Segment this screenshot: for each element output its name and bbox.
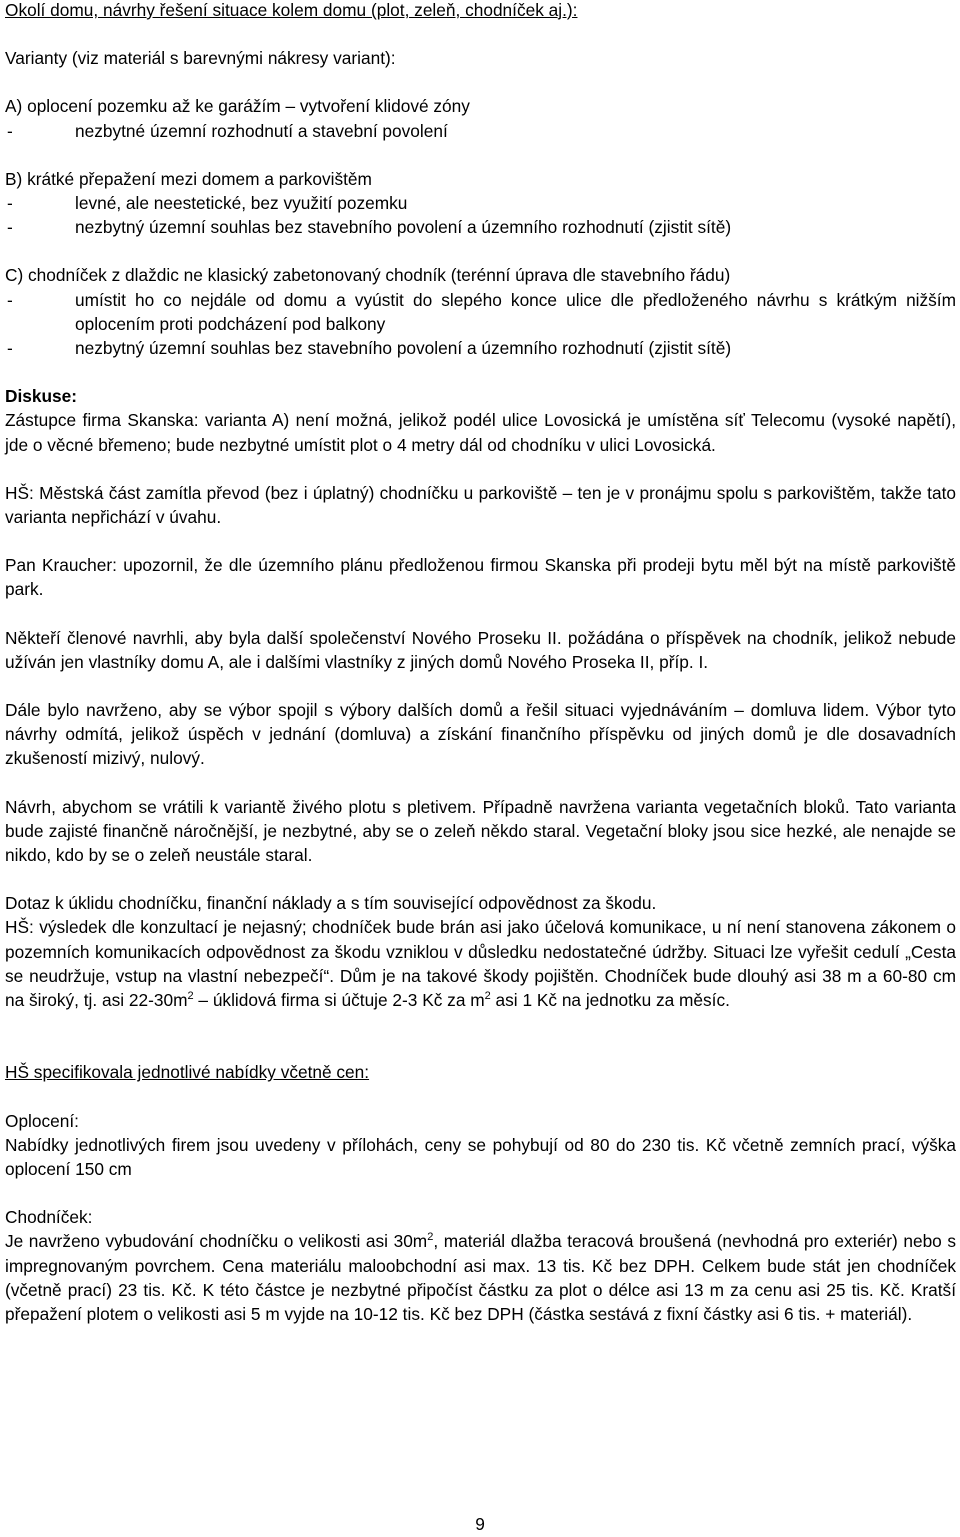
list-item-text: nezbytné územní rozhodnutí a stavební povolení	[75, 120, 448, 141]
paragraph-text: – úklidová firma si účtuje 2-3 Kč za m	[193, 990, 485, 1011]
variant-c-title: C) chodníček z dlaždic ne klasický zabetonovaný chodník (terénní úprava dle stavebního řádu)	[5, 265, 731, 286]
variant-b-title: B) krátké přepažení mezi domem a parkovištěm	[5, 168, 372, 189]
list-item	[5, 215, 956, 239]
fence-text: Nabídky jednotlivých firem jsou uvedeny v přílohách, ceny se pohybují od 80 do 230 tis. Kč včetně zemních prací, výška oplocení 150 cm	[5, 1134, 956, 1179]
list-item	[5, 288, 956, 336]
path-text	[5, 1229, 956, 1326]
bullet-dash: -	[7, 338, 13, 359]
paragraph-text: HŠ: výsledek dle konzultací je nejasný; chodníček bude brán asi jako účelová komunikace, u ní není stanovena zákonem o pozemních komunikacích odpovědnost za škodu vzniklou v důsledku nedostatečné údržby. Situaci lze vyřešit cedulí „Cesta se neudržuje, vstup na vlastní nebezpečí“. Dům je na takové škody pojištěn. Chodníček bude dlouhý asi 38 m a 60-80 cm na široký, tj. asi 22-30m	[5, 917, 956, 1011]
paragraph-text: Je navrženo vybudování chodníčku o velikosti asi 30m	[5, 1231, 428, 1252]
paragraph-text: , materiál dlažba teracová broušená (nevhodná pro exteriér) nebo s impregnovaným povrchem. Cena materiálu maloobchodní asi max. 13 tis. Kč bez DPH. Celkem bude stát jen chodníček (včetně prací) 23 tis. Kč. K této částce je nezbytné připočíst částku za plot o délce asi 13 m za cenu asi 25 tis. Kč. Kratší přepažení plotem o velikosti asi 5 m vyjde na 10-12 tis. Kč bez DPH (částka sestává z fixní částky asi 6 tis. + materiál).	[5, 1231, 956, 1324]
fence-label: Oplocení:	[5, 1110, 79, 1131]
bullet-dash: -	[7, 193, 13, 214]
discussion-paragraph: HŠ: Městská část zamítla převod (bez i úplatný) chodníčku u parkoviště – ten je v pronájmu spolu s parkovištěm, takže tato varianta nepřichází v úvahu.	[5, 482, 956, 528]
list-item-text: nezbytný územní souhlas bez stavebního povolení a územního rozhodnutí (zjistit sítě)	[75, 217, 732, 238]
discussion-heading: Diskuse:	[5, 386, 78, 407]
list-item-text: umístit ho co nejdále od domu a vyústit do slepého konce ulice dle předloženého návrhu s krátkým nižším oplocením proti podcházení pod balkony	[75, 289, 956, 334]
discussion-paragraph: Zástupce firma Skanska: varianta A) není možná, jelikož podél ulice Lovosická je umístěna síť Telecomu (vysoké napětí), jde o věcné břemeno; bude nezbytné umístit plot o 4 metry dál od chodníku v ulici Lovosická.	[5, 410, 956, 455]
list-item-text: levné, ale neestetické, bez využití pozemku	[75, 193, 408, 214]
list-item	[5, 336, 956, 360]
discussion-paragraph: Dále bylo navrženo, aby se výbor spojil s výbory dalších domů a řešil situaci vyjednáváním – domluva lidem. Výbor tyto návrhy odmítá, jelikož úspěch v jednání (domluva) a získání finančního příspěvku od jiných domů je dle dosavadních zkušeností mizivý, nulový.	[5, 700, 956, 769]
discussion-paragraph: Někteří členové navrhli, aby byla další společenství Nového Proseku II. požádána o příspěvek na chodník, jelikož nebude užíván jen vlastníky domu A, ale i dalšími vlastníky z jiných domů Nového Proseka II, příp. I.	[5, 627, 956, 672]
section-title: Okolí domu, návrhy řešení situace kolem domu (plot, zeleň, chodníček aj.):	[5, 0, 578, 20]
variant-a-title: A) oplocení pozemku až ke garážím – vytvoření klidové zóny	[5, 96, 470, 117]
list-item	[5, 119, 956, 143]
document-page	[5, 0, 956, 1326]
list-item-text: nezbytný územní souhlas bez stavebního povolení a územního rozhodnutí (zjistit sítě)	[75, 338, 732, 359]
superscript: 2	[187, 990, 194, 1003]
discussion-paragraph: Dotaz k úklidu chodníčku, finanční náklady a s tím související odpovědnost za škodu.	[5, 893, 657, 914]
paragraph-text: asi 1 Kč na jednotku za měsíc.	[490, 990, 730, 1011]
bullet-dash: -	[7, 120, 13, 141]
path-label: Chodníček:	[5, 1207, 93, 1228]
discussion-paragraph: Pan Kraucher: upozornil, že dle územního plánu předloženou firmou Skanska při prodeji bytu měl být na místě parkoviště park.	[5, 555, 956, 600]
discussion-paragraph: Návrh, abychom se vrátili k variantě živého plotu s pletivem. Případně navržena varianta vegetačních bloků. Tato varianta bude zajisté finančně náročnější, je nezbytné, aby se o zeleň někdo staral. Vegetační bloky jsou sice hezké, ale nenajde se nikdo, kdo by se o zeleň neustále staral.	[5, 796, 956, 866]
discussion-paragraph	[5, 915, 956, 1012]
offers-heading: HŠ specifikovala jednotlivé nabídky včetně cen:	[5, 1062, 370, 1083]
bullet-dash: -	[7, 289, 13, 310]
superscript: 2	[427, 1231, 434, 1244]
list-item	[5, 191, 956, 215]
superscript: 2	[484, 990, 491, 1003]
variants-intro: Varianty (viz materiál s barevnými nákresy variant):	[5, 48, 396, 69]
bullet-dash: -	[7, 217, 13, 238]
page-number: 9	[475, 1514, 485, 1534]
